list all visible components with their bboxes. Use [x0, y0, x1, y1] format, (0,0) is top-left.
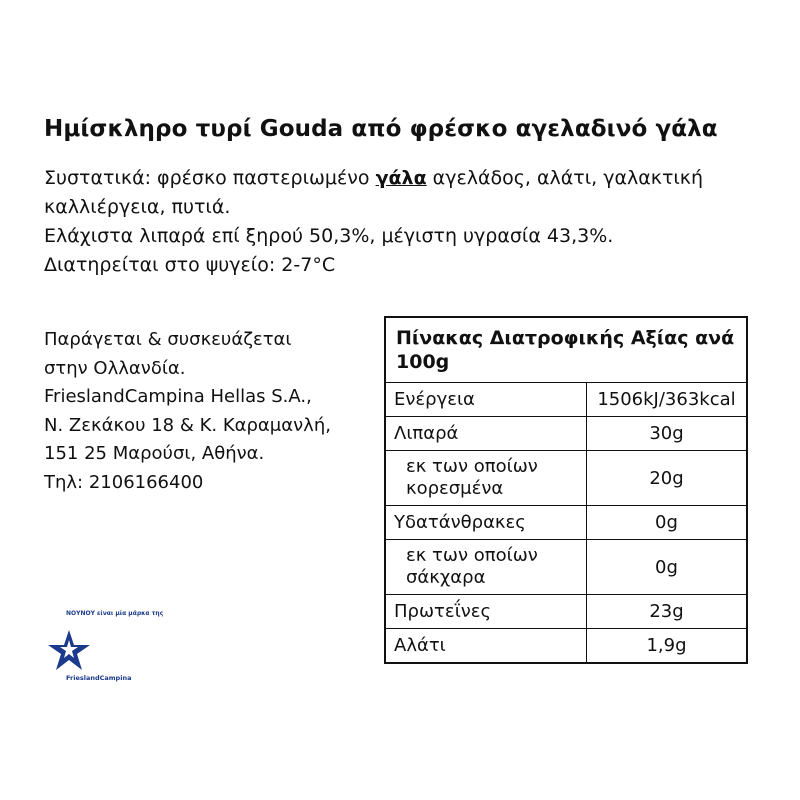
nutrient-name: εκ των οποίων κορεσμένα — [386, 451, 587, 506]
nutrition-title: Πίνακας Διατροφικής Αξίας ανά 100g — [396, 327, 735, 373]
table-row — [386, 506, 746, 540]
ingredients-text — [44, 164, 764, 222]
nutrient-value: 23g — [587, 595, 747, 629]
address-line: Ν. Ζεκάκου 18 & Κ. Καραμανλή, — [44, 414, 331, 436]
nutrient-value: 30g — [587, 417, 747, 451]
allergen-milk: γάλα — [375, 167, 427, 189]
producer-address — [44, 326, 374, 497]
storage-text: Διατηρείται στο ψυγείο: 2-7°C — [44, 254, 336, 276]
nutrient-value: 20g — [587, 451, 747, 506]
nutrient-value: 1,9g — [587, 629, 747, 663]
address-line: Παράγεται & συσκευάζεται — [44, 329, 292, 350]
nutrition-table — [384, 316, 748, 664]
address-line: 151 25 Μαρούσι, Αθήνα. — [44, 443, 265, 464]
nutrient-name: Αλάτι — [386, 629, 587, 663]
table-row — [386, 629, 746, 663]
nutrition-grid — [386, 382, 746, 662]
ingredients-suffix: αγελάδος, αλάτι, γαλακτική καλλιέργεια, πυτιά. — [44, 167, 704, 218]
address-line: Τηλ: 2106166400 — [44, 471, 204, 493]
ingredients-prefix: Συστατικά: φρέσκο παστεριωμένο — [44, 167, 376, 189]
nutrient-value: 0g — [587, 540, 747, 595]
nutrient-name: Πρωτεΐνες — [386, 595, 587, 629]
logo-tagline: ΝΟΥΝΟΥ είναι μία μάρκα της — [66, 610, 164, 617]
nutrient-name: Υδατάνθρακες — [386, 506, 587, 540]
nutrient-value: 1506kJ/363kcal — [587, 383, 747, 417]
nutrient-name: Ενέργεια — [386, 383, 587, 417]
fat-moisture-text: Ελάχιστα λιπαρά επί ξηρού 50,3%, μέγιστη υγρασία 43,3%. — [44, 225, 614, 247]
table-row — [386, 451, 746, 506]
address-line: FrieslandCampina Hellas S.A., — [44, 386, 312, 407]
table-row — [386, 417, 746, 451]
ingredients-block — [44, 164, 764, 280]
table-row — [386, 595, 746, 629]
address-line: στην Ολλανδία. — [44, 357, 186, 379]
table-row — [386, 383, 746, 417]
product-title: Ημίσκληρο τυρί Gouda από φρέσκο αγελαδινό γάλα — [44, 116, 718, 142]
star-logo-icon — [44, 628, 94, 674]
nutrient-value: 0g — [587, 506, 747, 540]
table-row — [386, 540, 746, 595]
brand-logo — [44, 610, 214, 690]
logo-brand-name: FrieslandCampina — [66, 674, 132, 682]
nutrient-name: εκ των οποίων σάκχαρα — [386, 540, 587, 595]
nutrient-name: Λιπαρά — [386, 417, 587, 451]
